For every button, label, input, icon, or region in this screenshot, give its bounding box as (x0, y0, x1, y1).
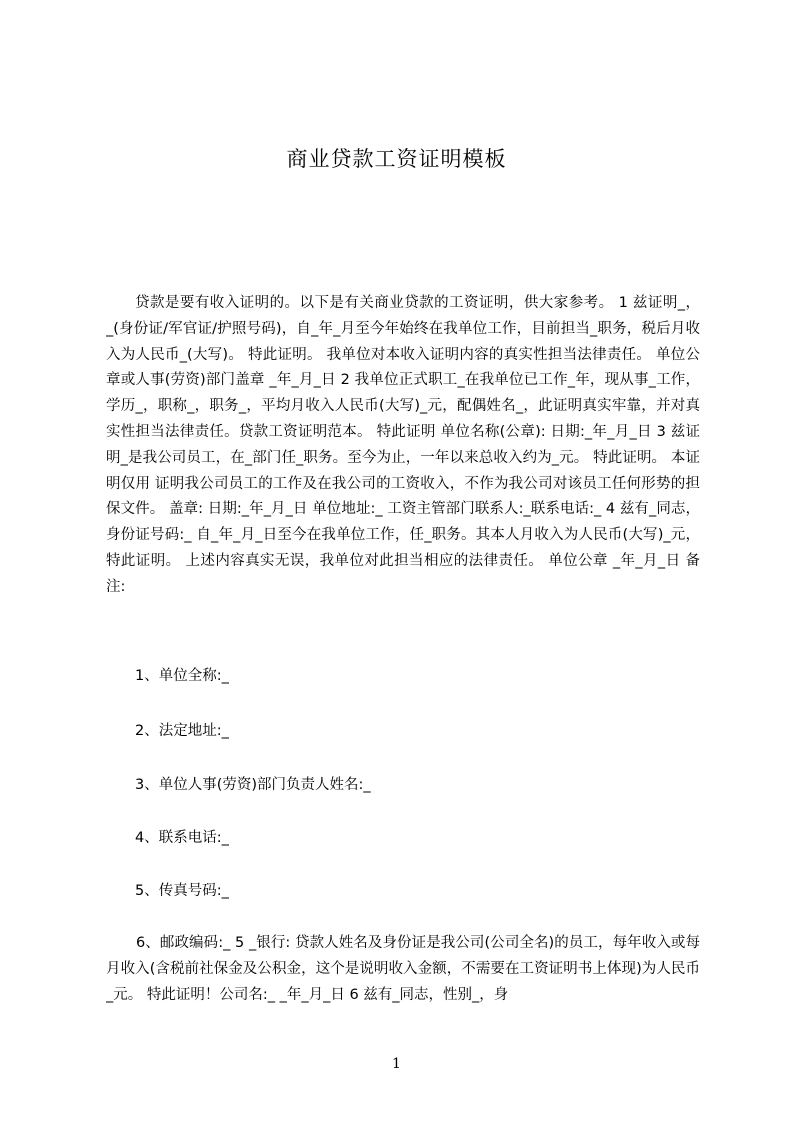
list-item: 1、单位全称:_ (135, 668, 229, 684)
body-paragraph: 贷款是要有收入证明的。以下是有关商业贷款的工资证明，供大家参考。 1 兹证明_，_(身份证/军官证/护照号码)，自_年_月至今年始终在我单位工作，目前担当_职务，税后月收入为人民币_(大写)。 特此证明。 我单位对本收入证明内容的真实性担当法律责任。 单位公章或人事(劳资)部门盖章 _年_月_日 2 我单位正式职工_在我单位已工作_年，现从事_工作，学历_，职称_，职务_，平均月收入人民币(大写)_元，配偶姓名_，此证明真实牢靠，并对真实性担当法律责任。贷款工资证明范本。 特此证明 单位名称(公章): 日期:_年_月_日 3 兹证明_是我公司员工，在_部门任_职务。至今为止，一年以来总收入约为_元。 特此证明。 本证明仅用 证明我公司员工的工作及在我公司的工资收入，不作为我公司对该员工任何形势的担保文件。 盖章: 日期:_年_月_日 单位地址:_ 工资主管部门联系人:_联系电话:_ 4 兹有_同志，身份证号码:_ 自_年_月_日至今在我单位工作，任_职务。其本人月收入为人民币(大写)_元，特此证明。 上述内容真实无误，我单位对此担当相应的法律责任。 单位公章 _年_月_日 备注: (106, 295, 700, 595)
list-item: 3、单位人事(劳资)部门负责人姓名:_ (135, 777, 371, 793)
tail-paragraph-text: 5 _银行: 贷款人姓名及身份证是我公司(公司全名)的员工，每年收入或每月收入(含税前社保金及公积金，这个是说明收入金额，不需要在工资证明书上体现)为人民币_元。 特此证明！公司名:_ _年_月_日 6 兹有_同志，性别_，身 (106, 935, 700, 1003)
list-item: 5、传真号码:_ (135, 883, 229, 899)
list-item: 4、联系电话:_ (135, 830, 229, 846)
document-title: 商业贷款工资证明模板 (286, 147, 507, 171)
page-number: 1 (392, 1056, 401, 1072)
postal-code-item: 6、邮政编码:_ (136, 935, 231, 951)
tail-paragraph (106, 931, 700, 1011)
list-item: 2、法定地址:_ (135, 723, 229, 739)
